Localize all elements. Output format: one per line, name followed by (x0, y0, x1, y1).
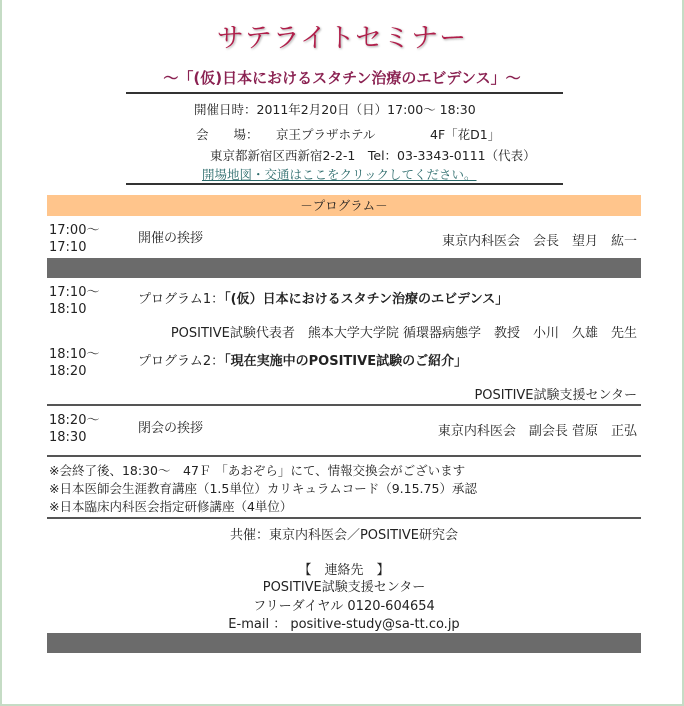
seminar-subtitle: ～「(仮)日本におけるスタチン治療のエビデンス」～ (163, 69, 521, 87)
page-title: サテライトセミナー (216, 23, 468, 54)
venue-name: 京王プラザホテル (276, 127, 376, 142)
notes-divider (47, 517, 641, 519)
row-title: 開催の挨拶 (138, 231, 204, 246)
time-start: 18:10～ (49, 347, 100, 362)
program-title: 「(仮）日本におけるスタチン治療のエビデンス」 (224, 292, 509, 307)
note-item: ※日本臨床内科医会指定研修講座（4単位） (49, 499, 293, 514)
divider-top (126, 92, 563, 94)
row-divider (47, 455, 641, 457)
row-speaker: POSITIVE試験支援センター (474, 388, 637, 403)
map-link[interactable]: 開場地図・交通はここをクリックしてください。 (202, 167, 477, 182)
contact-heading: 【 連絡先 】 (298, 563, 390, 578)
row-speaker: POSITIVE試験代表者 熊本大学大学院 循環器病態学 教授 小川 久雄 先生 (170, 326, 637, 341)
row-speaker: 東京内科医会 副会長 菅原 正弘 (437, 424, 637, 439)
time-end: 17:10 (49, 240, 87, 255)
divider-bottom (126, 183, 563, 185)
time-end: 18:20 (49, 364, 87, 379)
time-end: 18:10 (49, 302, 87, 317)
contact-name: POSITIVE試験支援センター (262, 580, 426, 595)
venue-room: 4F「花D1」 (430, 127, 501, 142)
row-divider (47, 404, 641, 406)
separator-bar (47, 258, 641, 278)
contact-phone: フリーダイヤル 0120-604654 (253, 599, 435, 614)
row-title: 閉会の挨拶 (138, 421, 204, 436)
venue-label: 会 場： (196, 127, 259, 142)
time-start: 17:00～ (49, 223, 100, 238)
time-end: 18:30 (49, 430, 87, 445)
program-prefix: プログラム2： (138, 354, 225, 369)
program-label (138, 352, 467, 371)
venue-address: 東京都新宿区西新宿2-2-1 Tel：03-3343-0111（代表） (210, 148, 536, 163)
note-item: ※会終了後、18:30～ 47Ｆ 「あおぞら」にて、情報交換会がございます (49, 463, 466, 478)
program-prefix: プログラム1： (138, 292, 225, 307)
time-start: 17:10～ (49, 285, 100, 300)
time-start: 18:20～ (49, 413, 100, 428)
cosponsor: 共催：東京内科医会／POSITIVE研究会 (229, 528, 459, 543)
contact-email: E-mail ： positive-study@sa-tt.co.jp (228, 617, 460, 632)
note-item: ※日本医師会生涯教育講座（1.5単位）カリキュラムコード（9.15.75）承認 (49, 481, 477, 496)
program-header: －プログラム－ (47, 195, 641, 216)
program-title: 「現在実施中のPOSITIVE試験のご紹介」 (224, 354, 468, 369)
footer-bar (47, 633, 641, 653)
program-label (138, 290, 508, 309)
event-datetime: 開催日時：2011年2月20日（日）17:00～ 18:30 (194, 102, 476, 117)
row-speaker: 東京内科医会 会長 望月 紘一 (441, 234, 637, 249)
